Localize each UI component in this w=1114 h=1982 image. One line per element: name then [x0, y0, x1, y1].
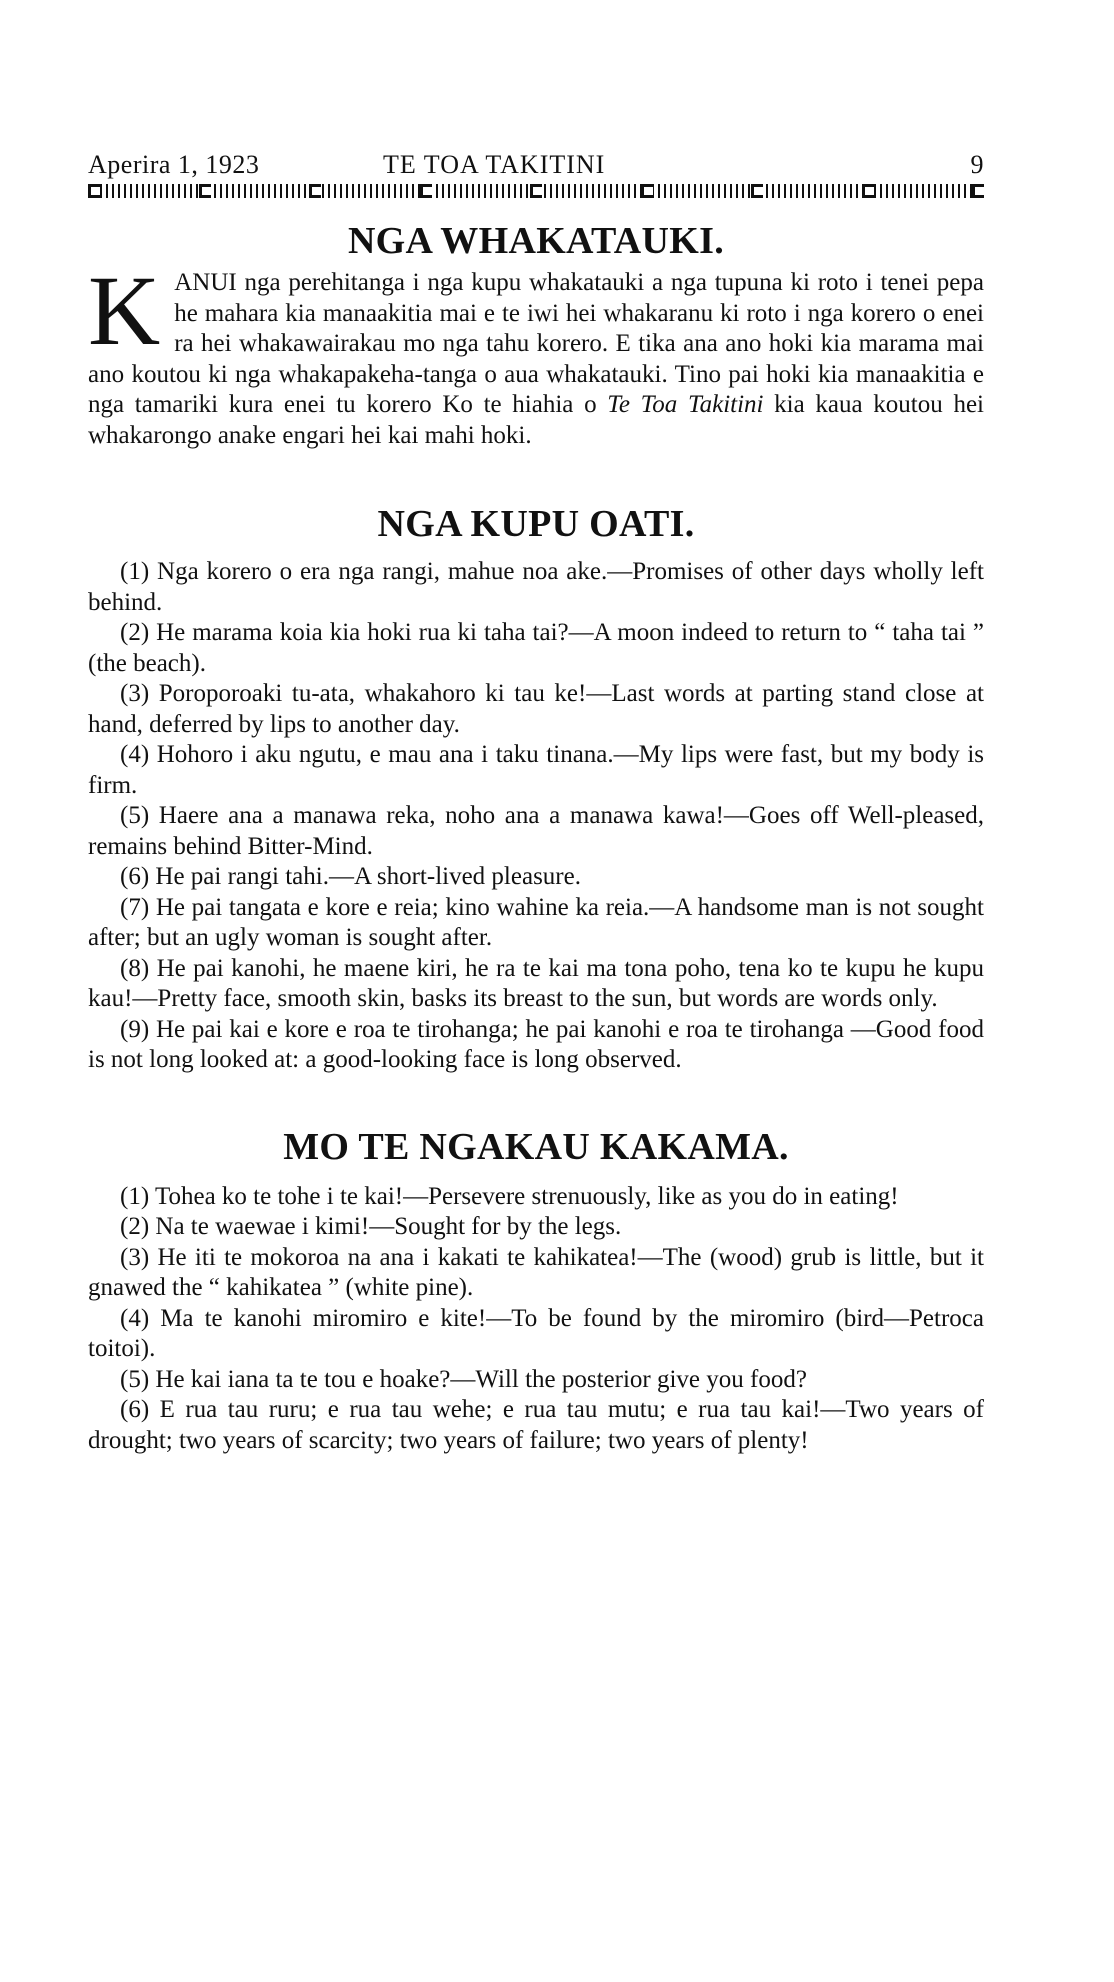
- list-item: (3) Poroporoaki tu-ata, whakahoro ki tau ke!—Last words at parting stand close at hand, deferred by lips to another day.: [88, 680, 984, 738]
- drop-cap: K: [88, 255, 161, 366]
- rule-bracket: [530, 184, 542, 198]
- heading-nga-kupu-oati: NGA KUPU OATI.: [377, 503, 695, 545]
- list-item: (1) Tohea ko te tohe i te kai!—Persevere strenuously, like as you do in eating!: [120, 1182, 899, 1210]
- journal-title: TE TOA TAKITINI: [383, 150, 606, 179]
- rule-bracket: [88, 184, 100, 198]
- heading-nga-whakatauki: NGA WHAKATAUKI.: [347, 220, 725, 262]
- list-item: (5) He kai iana ta te tou e hoake?—Will the posterior give you food?: [120, 1365, 807, 1393]
- rule-bracket: [309, 184, 321, 198]
- heading-mo-te-ngakau-kakama: MO TE NGAKAU KAKAMA.: [283, 1125, 789, 1168]
- list-item: (2) Na te waewae i kimi!—Sought for by the legs.: [120, 1213, 622, 1240]
- list-item: (8) He pai kanohi, he maene kiri, he ra te kai ma tona poho, tena ko te kupu he kupu kau!—Pretty face, smooth skin, basks its breast to the sun, but words are words only.: [88, 954, 984, 1012]
- intro-italic-title: Te Toa Takitini: [607, 391, 764, 418]
- intro-text-1: ANUI nga perehitanga i nga kupu whakatauki a nga tupuna ki roto i tenei pepa he mahara kia manaakitia mai e te iwi hei whakaranu ki roto i nga korero o enei ra hei whakawairakau mo nga tahu korero. E tika ana ano hoki kia marama mai ano koutou ki nga whakapakeha-tanga o aua whakatauki. Tino pai hoki kia manaakitia e nga tamariki kura enei tu korero Ko te hiahia o: [88, 269, 984, 418]
- list-item: (1) Nga korero o era nga rangi, mahue noa ake.—Promises of other days wholly left behind.: [88, 558, 984, 616]
- running-head: [88, 150, 984, 180]
- rule-bracket: [199, 184, 211, 198]
- rule-bracket: [862, 184, 874, 198]
- list-item: (9) He pai kai e kore e roa te tirohanga; he pai kanohi e roa te tirohanga —Good food is not long looked at: a good-looking face is long observed.: [88, 1015, 984, 1073]
- ngakau-kakama-list: [88, 1182, 984, 1457]
- ornamental-rule: [88, 184, 984, 198]
- page-number: 9: [970, 150, 984, 179]
- rule-bracket: [641, 184, 653, 198]
- list-item: (6) He pai rangi tahi.—A short-lived pleasure.: [120, 863, 581, 890]
- kupu-oati-list: [88, 557, 984, 1076]
- page: [88, 150, 984, 1456]
- list-item: (4) Ma te kanohi miromiro e kite!—To be found by the miromiro (bird—Petroca toitoi).: [88, 1304, 984, 1362]
- list-item: (7) He pai tangata e kore e reia; kino wahine ka reia.—A handsome man is not sought after; but an ugly woman is sought after.: [88, 893, 984, 951]
- rule-bracket: [972, 184, 984, 198]
- list-item: (6) E rua tau ruru; e rua tau wehe; e rua tau mutu; e rua tau kai!—Two years of drought; two years of scarcity; two years of failure; two years of plenty!: [88, 1396, 984, 1454]
- rule-bracket: [420, 184, 432, 198]
- list-item: (4) Hohoro i aku ngutu, e mau ana i taku tinana.—My lips were fast, but my body is firm.: [88, 741, 984, 799]
- intro-text-2: kia kaua koutou hei whakarongo anake engari hei kai mahi hoki.: [88, 391, 984, 449]
- list-item: (2) He marama koia kia hoki rua ki taha tai?—A moon indeed to return to “ taha tai ” (the beach).: [88, 619, 984, 677]
- rule-bracket: [751, 184, 763, 198]
- list-item: (5) Haere ana a manawa reka, noho ana a manawa kawa!—Goes off Well-pleased, remains behind Bitter-Mind.: [88, 802, 984, 860]
- intro-paragraph: [88, 255, 984, 451]
- list-item: (3) He iti te mokoroa na ana i kakati te kahikatea!—The (wood) grub is little, but it gnawed the “ kahikatea ” (white pine).: [88, 1243, 984, 1301]
- issue-date: Aperira 1, 1923: [88, 150, 260, 179]
